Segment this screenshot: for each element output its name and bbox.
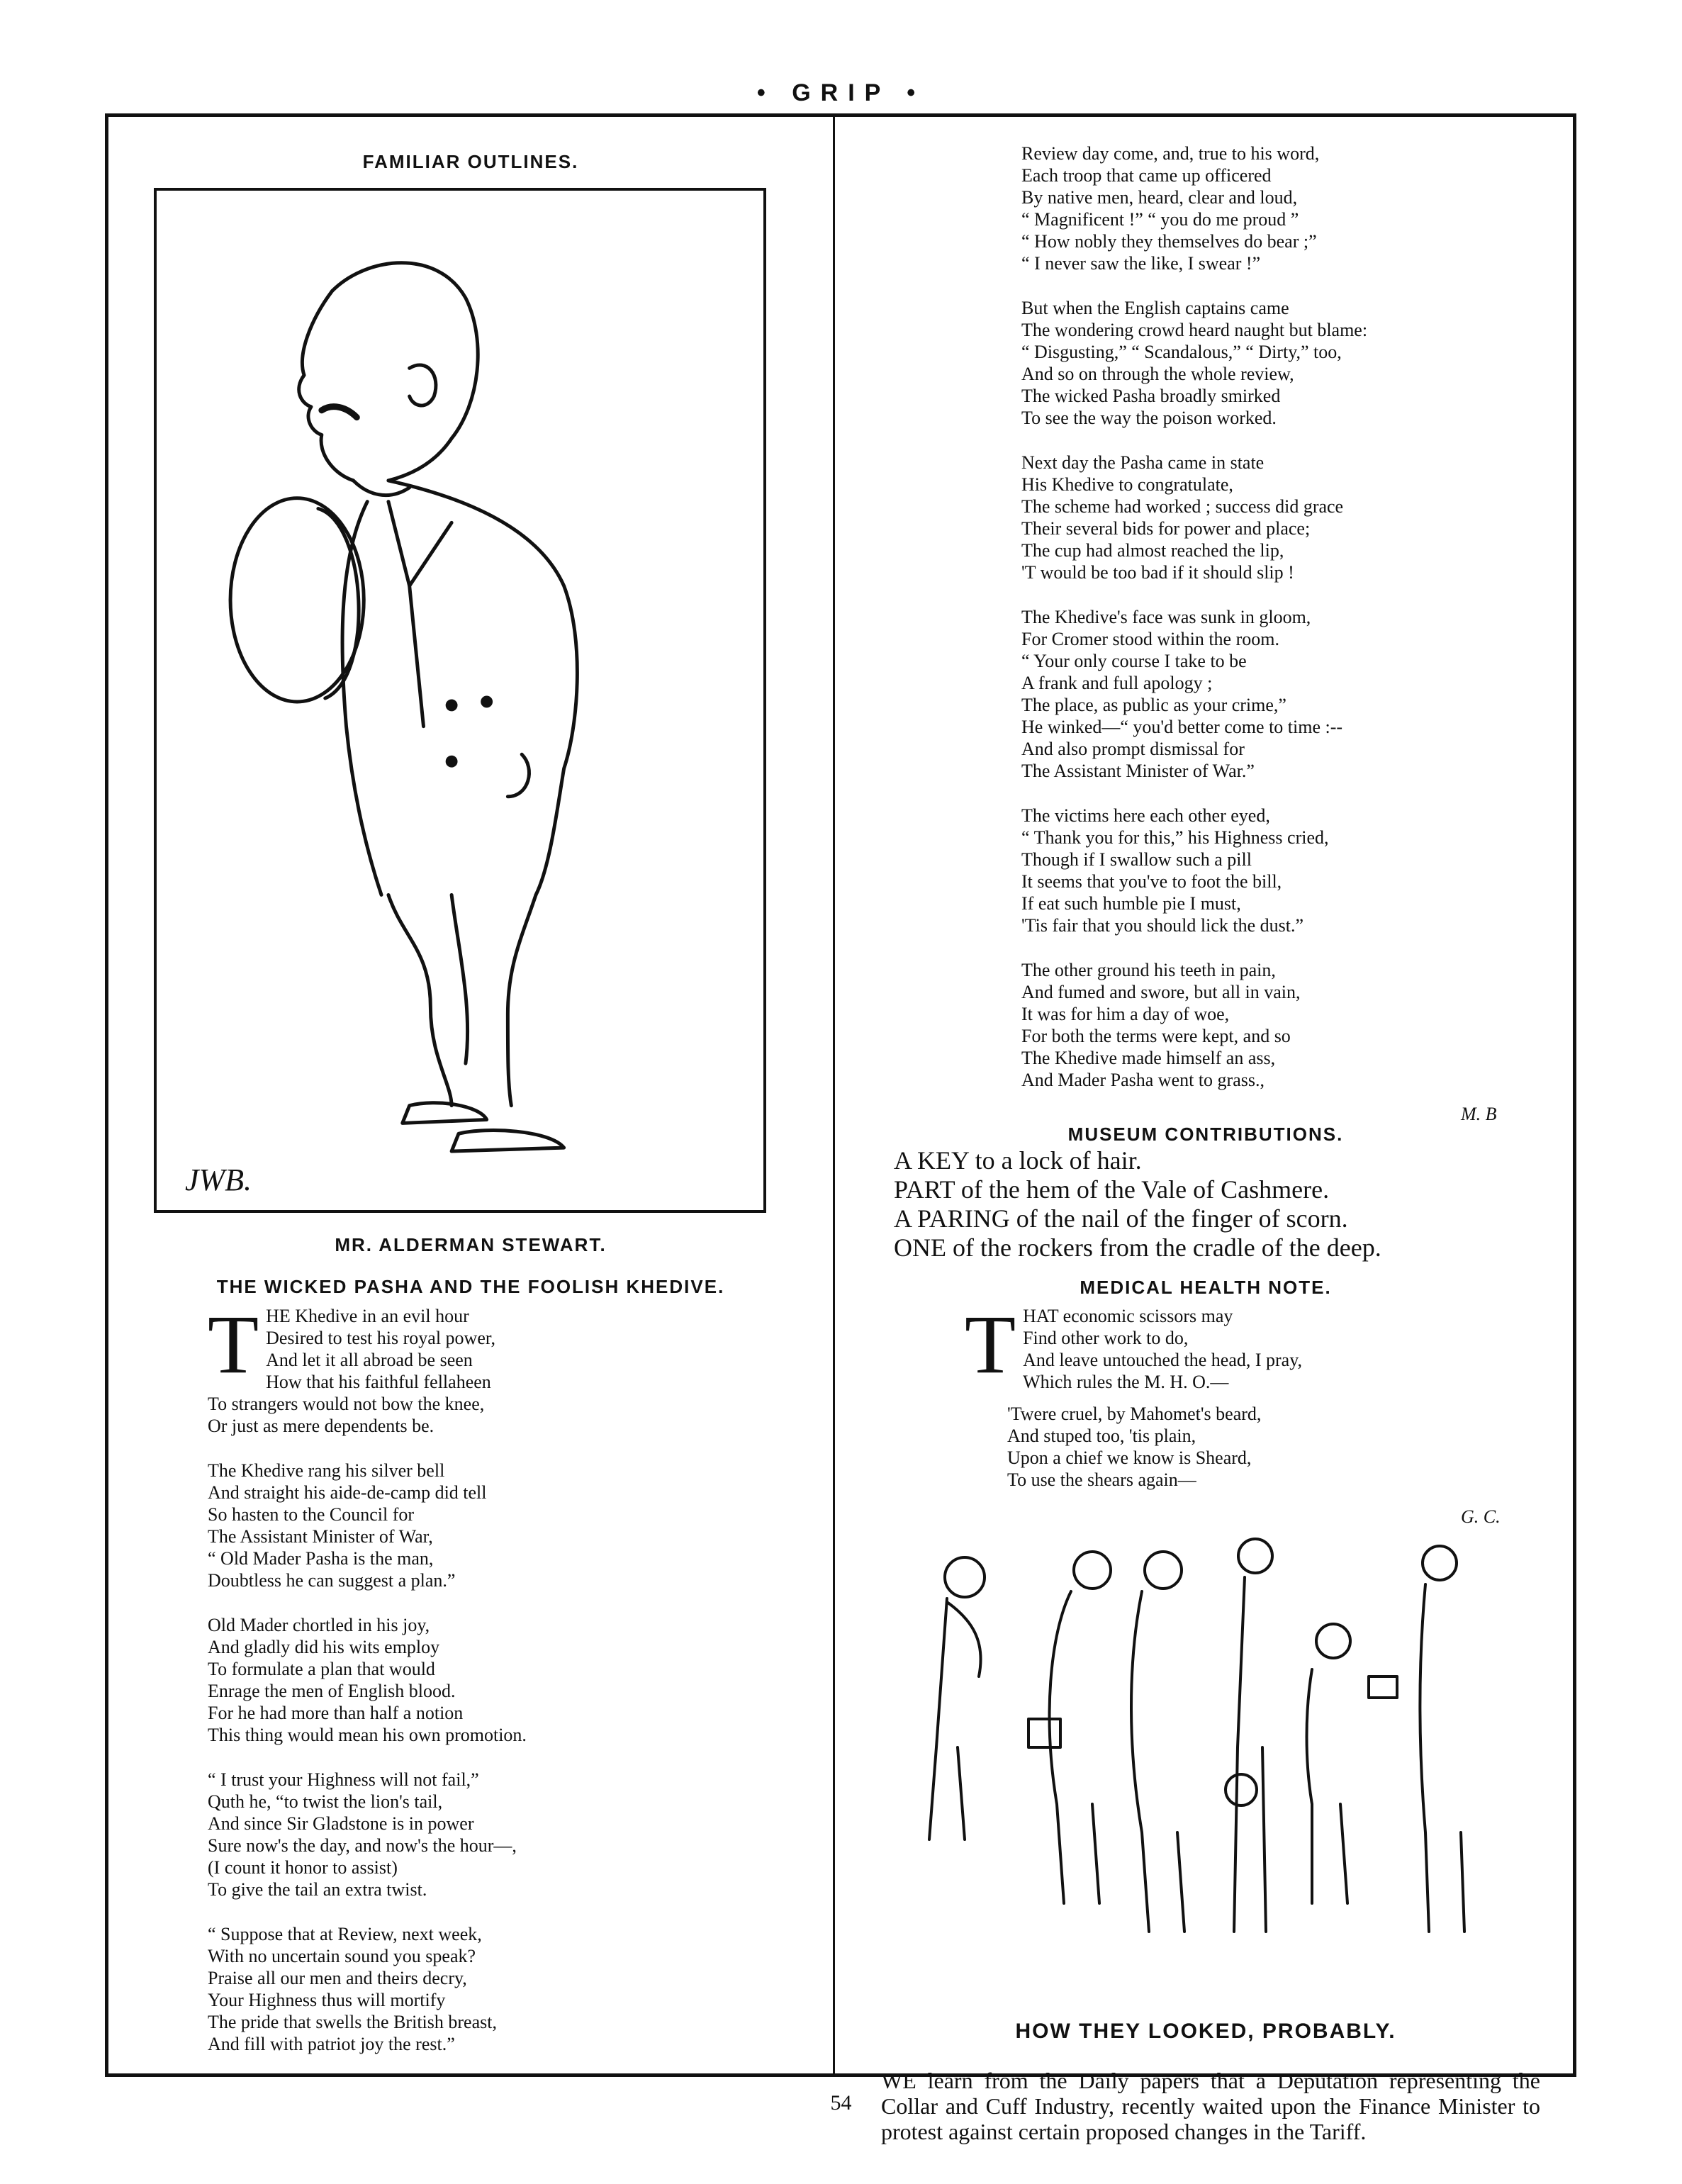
poem-stanza-text: HE Khedive in an evil hour Desired to test his royal power, And let it all abroad be seen How that his faithful fellaheen To strangers would not bow the knee, Or just as mere dependents be. bbox=[208, 1306, 495, 1436]
medical-poem bbox=[965, 1305, 1546, 1491]
poem-stanza bbox=[208, 1305, 817, 1437]
artist-signature: JWB. bbox=[185, 1163, 252, 1197]
drop-cap: T bbox=[965, 1305, 1016, 1391]
poem-title-pasha: THE WICKED PASHA AND THE FOOLISH KHEDIVE. bbox=[216, 1276, 725, 1297]
museum-item: A PARING of the nail of the finger of scorn. bbox=[894, 1204, 1348, 1233]
column-divider bbox=[833, 117, 835, 2073]
poem-stanza: The victims here each other eyed, “ Thank you for this,” his Highness cried, Though if I swallow such a pill It seems that you've to foot the bill, If eat such humble pie I must, 'Tis fair that you should lick the dust.” bbox=[1021, 805, 1329, 936]
museum-item: PART of the hem of the Vale of Cashmere. bbox=[894, 1175, 1330, 1204]
familiar-outlines-heading: FAMILIAR OUTLINES. bbox=[362, 151, 579, 172]
museum-item: ONE of the rockers from the cradle of the deep. bbox=[894, 1233, 1381, 1262]
signature-gc: G. C. bbox=[1461, 1506, 1501, 1527]
poem-stanza-text: HAT economic scissors may Find other work to do, And leave untouched the head, I pray, Which rules the M. H. O.— bbox=[1023, 1306, 1303, 1392]
poem-stanza: Old Mader chortled in his joy, And gladly did his wits employ To formulate a plan that would Enrage the men of English blood. For he had more than half a notion This thing would mean his own promotion. bbox=[208, 1615, 527, 1745]
poem-stanza: The other ground his teeth in pain, And fumed and swore, but all in vain, It was for him a day of woe, For both the terms were kept, and so The Khedive made himself an ass, And Mader Pasha went to grass., bbox=[1021, 960, 1301, 1090]
poem-stanza: “ I trust your Highness will not fail,” Quth he, “to twist the lion's tail, And since Sir Gladstone is in power Sure now's the day, and now's the hour—, (I count it honor to assist) To give the tail an extra twist. bbox=[208, 1769, 517, 1900]
poem-pasha-continued bbox=[1021, 142, 1560, 1114]
how-they-looked-heading: HOW THEY LOOKED, PROBABLY. bbox=[1015, 2020, 1396, 2043]
poem-stanza: Next day the Pasha came in state His Khedive to congratulate, The scheme had worked ; success did grace Their several bids for power and place; The cup had almost reached the lip, 'T would be too bad if it should slip ! bbox=[1021, 452, 1344, 583]
left-column bbox=[108, 117, 833, 2073]
page-number: 54 bbox=[830, 2091, 852, 2115]
drop-cap: T bbox=[208, 1305, 259, 1391]
museum-item: A KEY to a lock of hair. bbox=[894, 1146, 1142, 1175]
museum-contributions-heading: MUSEUM CONTRIBUTIONS. bbox=[1067, 1124, 1344, 1145]
poem-stanza: The Khedive rang his silver bell And straight his aide-de-camp did tell So hasten to the Council for The Assistant Minister of War, “ Old Mader Pasha is the man, Doubtless he can suggest a plan.” bbox=[208, 1460, 487, 1591]
museum-contributions-list bbox=[894, 1146, 1560, 1262]
poem-stanza bbox=[965, 1305, 1546, 1393]
deputation-paragraph: WE learn from the Daily papers that a Deputation representing the Collar and Cuff Industry, recently waited upon the Finance Minister to protest against certain proposed changes in the Tariff. bbox=[881, 2068, 1540, 2144]
medical-health-note-heading: MEDICAL HEALTH NOTE. bbox=[1080, 1277, 1332, 1298]
poem-pasha-body bbox=[208, 1305, 817, 2078]
cartoon-caption: MR. ALDERMAN STEWART. bbox=[335, 1234, 607, 1255]
poem-stanza: “ Suppose that at Review, next week, With no uncertain sound you speak? Praise all our men and theirs decry, Your Highness thus will mortify The pride that swells the British breast, And fill with patriot joy the rest.” bbox=[208, 1924, 497, 2054]
caricature-illustration bbox=[154, 188, 766, 1213]
poem-stanza: Review day come, and, true to his word, Each troop that came up officered By native men, heard, clear and loud, “ Magnificent !” “ you do me proud ” “ How nobly they themselves do bear ;” “ I never saw the like, I swear !” bbox=[1021, 143, 1320, 274]
poem-stanza: The Khedive's face was sunk in gloom, For Cromer stood within the room. “ Your only course I take to be A frank and full apology ; The place, as public as your crime,” He winked—“ you'd better come to time :-- And also prompt dismissal for The Assistant Minister of War.” bbox=[1021, 607, 1343, 781]
poem-stanza: But when the English captains came The wondering crowd heard naught but blame: “ Disgusting,” “ Scandalous,” “ Dirty,” too, And so on through the whole review, The wicked Pasha broadly smirked To see the way the poison worked. bbox=[1021, 298, 1368, 428]
signature-mb: M. B bbox=[1461, 1104, 1497, 1124]
poem-stanza: 'Twere cruel, by Mahomet's beard, And stuped too, 'tis plain, Upon a chief we know is Sheard, To use the shears again— bbox=[1007, 1404, 1262, 1490]
deputation-illustration bbox=[880, 1535, 1546, 2010]
masthead: • GRIP • bbox=[756, 79, 926, 106]
